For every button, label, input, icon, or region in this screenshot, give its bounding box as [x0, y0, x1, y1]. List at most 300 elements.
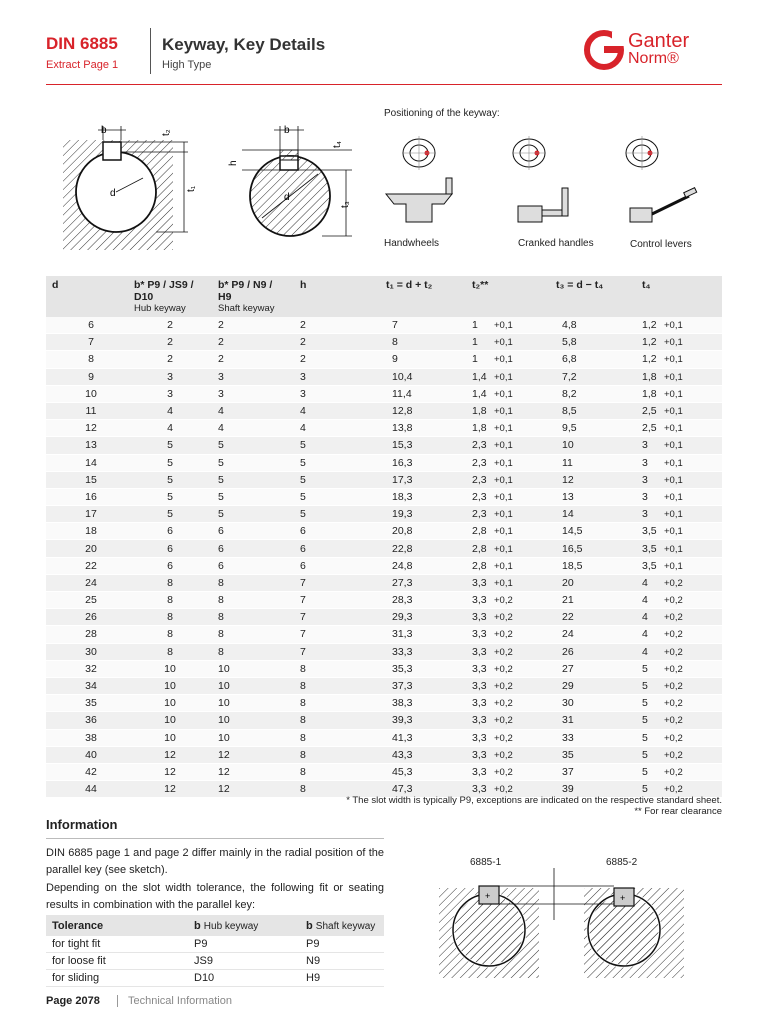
extract-label: Extract Page 1: [46, 59, 119, 71]
cell-t2: 3,3 +0,2: [466, 626, 550, 643]
cell-h: 7: [294, 592, 380, 609]
cell-t1: 22,8: [380, 540, 466, 557]
cell-t3: 11: [550, 454, 636, 471]
footnote-slot-width: * The slot width is typically P9, exceptions are indicated on the respective standard sheet.: [346, 795, 722, 806]
cell-d: 26: [46, 609, 128, 626]
tolerance-header-row: [46, 915, 384, 936]
cell-h: 8: [294, 763, 380, 780]
dim-d: d: [110, 188, 116, 199]
cell-d: 17: [46, 506, 128, 523]
cell-b-hub: 8: [128, 643, 212, 660]
dim-d2: d: [284, 192, 290, 203]
cell-h: 7: [294, 626, 380, 643]
cell-h: 8: [294, 660, 380, 677]
cell-d: 32: [46, 660, 128, 677]
cell-t4: 1,2 +0,1: [636, 334, 722, 351]
table-row: [46, 592, 722, 609]
cell-t4: 3,5 +0,1: [636, 557, 722, 574]
cell-h: 8: [294, 729, 380, 746]
cell-t2: 1,4 +0,1: [466, 385, 550, 402]
cell-t3: 13: [550, 488, 636, 505]
cell-t1: 10,4: [380, 368, 466, 385]
dim-t3: t₃: [340, 201, 351, 208]
brand-line1: Ganter: [628, 30, 690, 52]
cell-b-hub: 5: [128, 471, 212, 488]
cell-h: 8: [294, 781, 380, 798]
positioning-label: Positioning of the keyway:: [384, 108, 500, 119]
col-t3: t₃ = d − t₄: [550, 276, 636, 317]
cell-t1: 29,3: [380, 609, 466, 626]
cell-d: 24: [46, 574, 128, 591]
cell-t2: 1 +0,1: [466, 351, 550, 368]
cell-b-shaft: 3: [212, 385, 294, 402]
cell-b-shaft: 5: [212, 488, 294, 505]
cell-t4: 5 +0,2: [636, 729, 722, 746]
cell-h: 2: [294, 317, 380, 334]
cell-b-hub: 10: [128, 660, 212, 677]
cell-t2: 3,3 +0,2: [466, 609, 550, 626]
cell-b-hub: 12: [128, 763, 212, 780]
cell-b-shaft: 3: [212, 368, 294, 385]
standard-title: DIN 6885: [46, 34, 118, 53]
cell-t3: 39: [550, 781, 636, 798]
cell-t2: 2,8 +0,1: [466, 523, 550, 540]
table-row: [46, 609, 722, 626]
cell-d: 25: [46, 592, 128, 609]
cell-t3: 4,8: [550, 317, 636, 334]
dim-b: b: [101, 125, 107, 136]
cell-h: 6: [294, 523, 380, 540]
cell-t4: 3,5 +0,1: [636, 540, 722, 557]
cell-b-shaft: 5: [212, 437, 294, 454]
tol-cell-hub: D10: [188, 970, 300, 987]
cell-b-hub: 5: [128, 454, 212, 471]
footnote-rear-clearance: ** For rear clearance: [634, 806, 722, 817]
cranked-handle-sketch: [512, 136, 568, 222]
col-d: d: [46, 276, 128, 317]
cell-d: 12: [46, 420, 128, 437]
table-row: [46, 368, 722, 385]
keyway-table: [46, 276, 722, 798]
cell-d: 14: [46, 454, 128, 471]
table-row: [46, 385, 722, 402]
tol-cell-fit: for sliding: [46, 970, 188, 987]
cell-h: 7: [294, 643, 380, 660]
table-row: [46, 574, 722, 591]
cell-t1: 35,3: [380, 660, 466, 677]
cell-t2: 3,3 +0,2: [466, 746, 550, 763]
cell-t4: 3 +0,1: [636, 454, 722, 471]
cell-t1: 20,8: [380, 523, 466, 540]
cell-d: 8: [46, 351, 128, 368]
cell-t1: 38,3: [380, 695, 466, 712]
cell-t4: 1,8 +0,1: [636, 368, 722, 385]
control-lever-sketch: [625, 136, 697, 222]
cell-t4: 2,5 +0,1: [636, 402, 722, 419]
cell-b-shaft: 12: [212, 781, 294, 798]
cell-b-hub: 10: [128, 712, 212, 729]
tol-cell-shaft: H9: [300, 970, 384, 987]
dim-h: h: [228, 160, 239, 166]
cell-t4: 3 +0,1: [636, 506, 722, 523]
cell-d: 42: [46, 763, 128, 780]
cell-t2: 2,3 +0,1: [466, 454, 550, 471]
cell-d: 22: [46, 557, 128, 574]
cell-t2: 1 +0,1: [466, 317, 550, 334]
table-row: [46, 763, 722, 780]
cell-t1: 47,3: [380, 781, 466, 798]
cell-t4: 5 +0,2: [636, 660, 722, 677]
table-row: [46, 506, 722, 523]
cell-t3: 31: [550, 712, 636, 729]
page-subtitle: High Type: [162, 59, 212, 71]
cell-d: 36: [46, 712, 128, 729]
svg-text:+: +: [620, 893, 626, 903]
cell-t2: 3,3 +0,2: [466, 729, 550, 746]
table-row: [46, 454, 722, 471]
cell-d: 18: [46, 523, 128, 540]
cell-t2: 2,3 +0,1: [466, 488, 550, 505]
cell-t1: 16,3: [380, 454, 466, 471]
table-row: [46, 626, 722, 643]
tolerance-table: [46, 915, 384, 987]
cell-t1: 17,3: [380, 471, 466, 488]
cell-b-shaft: 5: [212, 454, 294, 471]
table-row: [46, 557, 722, 574]
cell-d: 13: [46, 437, 128, 454]
cell-h: 2: [294, 351, 380, 368]
cell-t4: 4 +0,2: [636, 643, 722, 660]
cell-t1: 45,3: [380, 763, 466, 780]
cell-t4: 5 +0,2: [636, 677, 722, 694]
cell-t3: 10: [550, 437, 636, 454]
cell-t2: 2,8 +0,1: [466, 540, 550, 557]
cell-d: 44: [46, 781, 128, 798]
cell-t3: 5,8: [550, 334, 636, 351]
cell-b-hub: 8: [128, 592, 212, 609]
cell-b-hub: 12: [128, 746, 212, 763]
cell-b-shaft: 2: [212, 334, 294, 351]
cell-h: 8: [294, 746, 380, 763]
cell-t1: 37,3: [380, 677, 466, 694]
cell-t1: 7: [380, 317, 466, 334]
sketch-6885-1: [439, 886, 539, 978]
cell-t4: 5 +0,2: [636, 695, 722, 712]
cell-t3: 30: [550, 695, 636, 712]
cell-t1: 43,3: [380, 746, 466, 763]
cell-t4: 3 +0,1: [636, 488, 722, 505]
cell-b-hub: 10: [128, 677, 212, 694]
caption-handwheels: Handwheels: [384, 238, 440, 249]
cell-b-shaft: 10: [212, 712, 294, 729]
cell-d: 7: [46, 334, 128, 351]
cell-t3: 7,2: [550, 368, 636, 385]
cell-t3: 12: [550, 471, 636, 488]
table-row: [46, 523, 722, 540]
cell-h: 8: [294, 712, 380, 729]
table-header-row: [46, 276, 722, 317]
cell-b-shaft: 4: [212, 420, 294, 437]
cell-b-shaft: 10: [212, 695, 294, 712]
cell-t3: 8,2: [550, 385, 636, 402]
sketch-label-2: 6885-2: [606, 857, 638, 868]
tolerance-row: [46, 953, 384, 970]
hub-keyway-diagram: [58, 118, 198, 258]
cell-t2: 1,4 +0,1: [466, 368, 550, 385]
table-row: [46, 695, 722, 712]
cell-t4: 4 +0,2: [636, 609, 722, 626]
cell-t4: 5 +0,2: [636, 746, 722, 763]
cell-t3: 37: [550, 763, 636, 780]
cell-t2: 1,8 +0,1: [466, 420, 550, 437]
table-row: [46, 643, 722, 660]
cell-b-shaft: 10: [212, 677, 294, 694]
cell-b-shaft: 6: [212, 523, 294, 540]
cell-t3: 20: [550, 574, 636, 591]
col-b-hub: b* P9 / JS9 / D10 Hub keyway: [128, 276, 212, 317]
table-row: [46, 334, 722, 351]
cell-t4: 1,2 +0,1: [636, 351, 722, 368]
cell-t2: 3,3 +0,2: [466, 763, 550, 780]
footer-separator: [117, 995, 118, 1007]
cell-b-shaft: 12: [212, 746, 294, 763]
cell-t2: 3,3 +0,2: [466, 781, 550, 798]
cell-h: 4: [294, 402, 380, 419]
tol-col-shaft: b Shaft keyway: [300, 915, 384, 936]
cell-d: 34: [46, 677, 128, 694]
dim-b2: b: [284, 125, 290, 136]
cell-t4: 5 +0,2: [636, 781, 722, 798]
cell-h: 3: [294, 368, 380, 385]
table-row: [46, 712, 722, 729]
cell-t3: 14,5: [550, 523, 636, 540]
cell-d: 6: [46, 317, 128, 334]
shaft-keyway-diagram: [222, 118, 362, 258]
table-row: [46, 677, 722, 694]
cell-h: 5: [294, 506, 380, 523]
cell-h: 6: [294, 557, 380, 574]
cell-t1: 28,3: [380, 592, 466, 609]
cell-t1: 12,8: [380, 402, 466, 419]
tol-col-hub: b Hub keyway: [188, 915, 300, 936]
cell-h: 8: [294, 677, 380, 694]
cell-t2: 1,8 +0,1: [466, 402, 550, 419]
cell-b-shaft: 2: [212, 351, 294, 368]
cell-b-shaft: 10: [212, 729, 294, 746]
table-row: [46, 729, 722, 746]
cell-b-hub: 6: [128, 540, 212, 557]
info-paragraph-1: DIN 6885 page 1 and page 2 differ mainly in the radial position of the parallel key (see sketch).: [46, 847, 384, 876]
cell-t1: 8: [380, 334, 466, 351]
cell-b-shaft: 6: [212, 557, 294, 574]
sketch-label-1: 6885-1: [470, 857, 502, 868]
caption-control-levers: Control levers: [630, 239, 692, 250]
brand-line2: Norm®: [628, 50, 679, 67]
cell-t2: 2,8 +0,1: [466, 557, 550, 574]
cell-t3: 9,5: [550, 420, 636, 437]
table-row: [46, 402, 722, 419]
cell-b-hub: 3: [128, 385, 212, 402]
cell-t4: 3,5 +0,1: [636, 523, 722, 540]
information-rule: [46, 838, 384, 839]
cell-h: 5: [294, 437, 380, 454]
dim-t2: t₂: [161, 129, 172, 136]
cell-h: 3: [294, 385, 380, 402]
tol-cell-shaft: P9: [300, 936, 384, 953]
cell-t4: 4 +0,2: [636, 592, 722, 609]
cell-t3: 33: [550, 729, 636, 746]
cell-b-hub: 2: [128, 334, 212, 351]
table-row: [46, 746, 722, 763]
ganter-logo-icon: [584, 30, 624, 70]
cell-t4: 5 +0,2: [636, 712, 722, 729]
col-b-shaft: b* P9 / N9 / H9 Shaft keyway: [212, 276, 294, 317]
cell-t2: 3,3 +0,2: [466, 660, 550, 677]
cell-t3: 22: [550, 609, 636, 626]
tol-col-tolerance: Tolerance: [46, 915, 188, 936]
cell-t2: 2,3 +0,1: [466, 471, 550, 488]
tol-cell-shaft: N9: [300, 953, 384, 970]
cell-t2: 2,3 +0,1: [466, 506, 550, 523]
cell-b-hub: 12: [128, 781, 212, 798]
cell-d: 20: [46, 540, 128, 557]
cell-t4: 3 +0,1: [636, 437, 722, 454]
cell-b-shaft: 8: [212, 574, 294, 591]
handwheel-sketch: [386, 136, 452, 222]
footer-section: Technical Information: [128, 995, 232, 1007]
cell-b-hub: 6: [128, 523, 212, 540]
cell-t3: 8,5: [550, 402, 636, 419]
positioning-sketches: [384, 128, 724, 228]
cell-d: 11: [46, 402, 128, 419]
info-paragraph-2: Depending on the slot width tolerance, the following fit or seating results in combination with the parallel key:: [46, 882, 384, 911]
cell-t1: 13,8: [380, 420, 466, 437]
cell-t3: 6,8: [550, 351, 636, 368]
cell-t3: 14: [550, 506, 636, 523]
header-divider: [150, 28, 151, 74]
cell-t1: 39,3: [380, 712, 466, 729]
cell-b-hub: 8: [128, 626, 212, 643]
cell-h: 7: [294, 574, 380, 591]
cell-t1: 9: [380, 351, 466, 368]
cell-b-hub: 5: [128, 437, 212, 454]
cell-d: 16: [46, 488, 128, 505]
cell-b-shaft: 8: [212, 592, 294, 609]
cell-b-hub: 8: [128, 609, 212, 626]
cell-b-shaft: 2: [212, 317, 294, 334]
cell-b-shaft: 6: [212, 540, 294, 557]
col-t2: t₂**: [466, 276, 550, 317]
tolerance-row: [46, 936, 384, 953]
table-row: [46, 437, 722, 454]
cell-t3: 27: [550, 660, 636, 677]
cell-b-hub: 8: [128, 574, 212, 591]
cell-t4: 4 +0,2: [636, 574, 722, 591]
cell-b-shaft: 5: [212, 471, 294, 488]
cell-t3: 21: [550, 592, 636, 609]
information-heading: Information: [46, 817, 118, 832]
ganter-logo: [584, 30, 724, 70]
cell-t2: 3,3 +0,1: [466, 574, 550, 591]
cell-b-shaft: 4: [212, 402, 294, 419]
cell-t1: 41,3: [380, 729, 466, 746]
cell-t1: 18,3: [380, 488, 466, 505]
tol-cell-fit: for tight fit: [46, 936, 188, 953]
cell-t2: 3,3 +0,2: [466, 592, 550, 609]
cell-d: 10: [46, 385, 128, 402]
cell-h: 7: [294, 609, 380, 626]
cell-t4: 1,8 +0,1: [636, 385, 722, 402]
cell-t2: 1 +0,1: [466, 334, 550, 351]
cell-d: 40: [46, 746, 128, 763]
cell-b-hub: 4: [128, 420, 212, 437]
cell-h: 2: [294, 334, 380, 351]
cell-t3: 24: [550, 626, 636, 643]
cell-t4: 1,2 +0,1: [636, 317, 722, 334]
cell-h: 5: [294, 488, 380, 505]
cell-d: 15: [46, 471, 128, 488]
table-row: [46, 488, 722, 505]
cell-d: 28: [46, 626, 128, 643]
dim-t4: t₄: [332, 141, 343, 148]
tolerance-row: [46, 970, 384, 987]
cell-b-hub: 3: [128, 368, 212, 385]
cell-b-hub: 5: [128, 506, 212, 523]
cell-h: 5: [294, 454, 380, 471]
page-title: Keyway, Key Details: [162, 35, 326, 54]
cell-t1: 33,3: [380, 643, 466, 660]
cell-b-shaft: 12: [212, 763, 294, 780]
cell-t3: 18,5: [550, 557, 636, 574]
tol-cell-hub: JS9: [188, 953, 300, 970]
cell-t3: 29: [550, 677, 636, 694]
table-row: [46, 540, 722, 557]
cell-b-hub: 5: [128, 488, 212, 505]
cell-b-shaft: 8: [212, 643, 294, 660]
cell-h: 4: [294, 420, 380, 437]
caption-cranked-handles: Cranked handles: [518, 238, 594, 249]
col-h: h: [294, 276, 380, 317]
cell-t1: 15,3: [380, 437, 466, 454]
cell-t1: 27,3: [380, 574, 466, 591]
cell-b-shaft: 8: [212, 609, 294, 626]
cell-t3: 16,5: [550, 540, 636, 557]
cell-t2: 3,3 +0,2: [466, 643, 550, 660]
cell-b-shaft: 8: [212, 626, 294, 643]
cell-b-hub: 10: [128, 695, 212, 712]
cell-h: 8: [294, 695, 380, 712]
cell-t1: 31,3: [380, 626, 466, 643]
cell-t4: 5 +0,2: [636, 763, 722, 780]
cell-b-hub: 2: [128, 317, 212, 334]
table-row: [46, 660, 722, 677]
cell-t2: 3,3 +0,2: [466, 695, 550, 712]
fit-comparison-sketch: [434, 868, 724, 978]
cell-t3: 35: [550, 746, 636, 763]
table-row: [46, 420, 722, 437]
cell-b-hub: 4: [128, 402, 212, 419]
sketch-6885-2: [584, 888, 684, 978]
page-number: Page 2078: [46, 995, 100, 1007]
cell-b-hub: 6: [128, 557, 212, 574]
cell-h: 6: [294, 540, 380, 557]
dim-t1: t₁: [186, 185, 197, 192]
cell-t4: 3 +0,1: [636, 471, 722, 488]
header-rule: [46, 84, 722, 85]
cell-t2: 3,3 +0,2: [466, 677, 550, 694]
cell-t2: 2,3 +0,1: [466, 437, 550, 454]
cell-d: 38: [46, 729, 128, 746]
